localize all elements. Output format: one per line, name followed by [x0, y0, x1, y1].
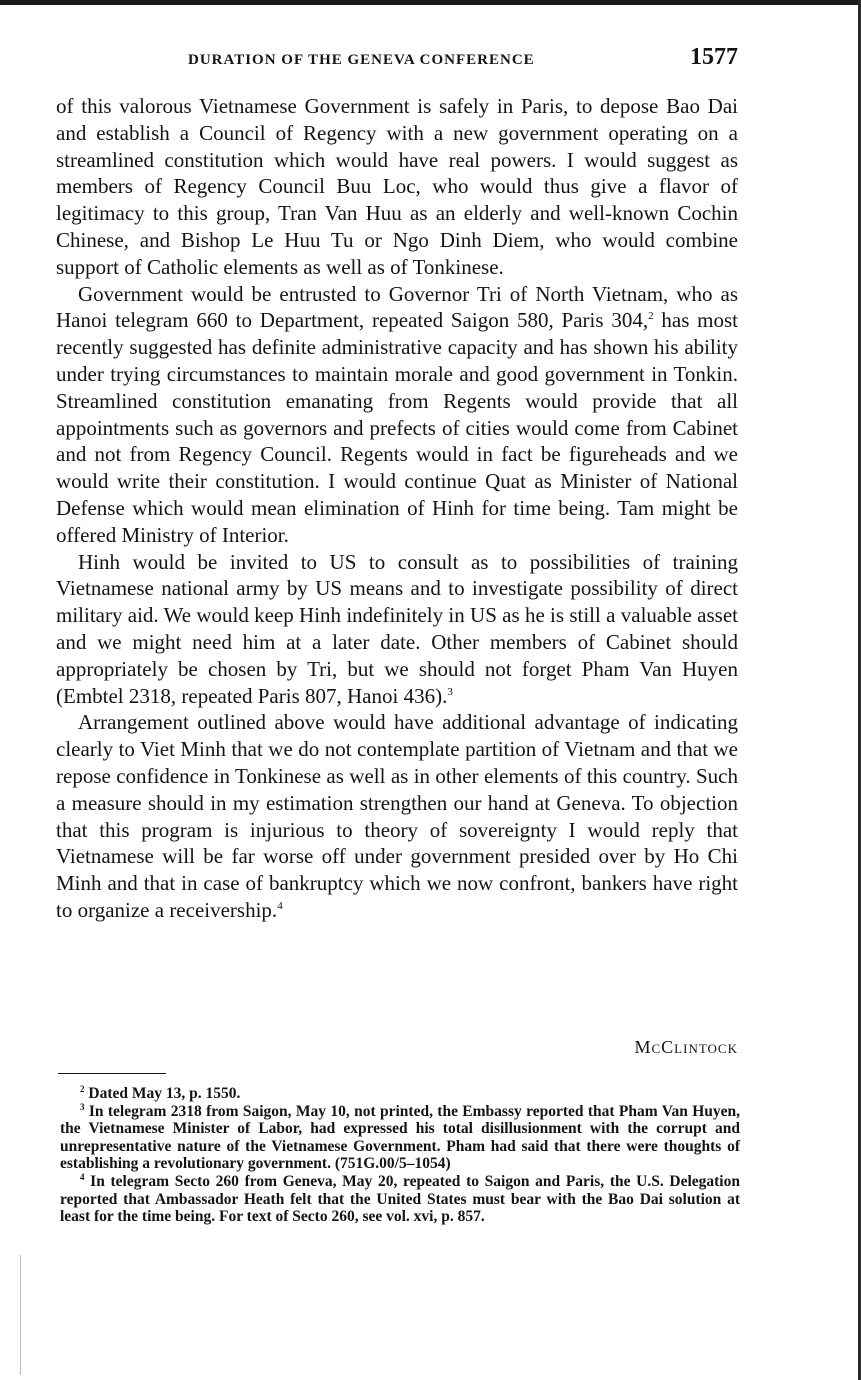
scan-top-border [0, 0, 861, 5]
footnote-2 [60, 1085, 740, 1103]
footnote-ref-2: 2 [648, 310, 654, 323]
running-head: DURATION OF THE GENEVA CONFERENCE [188, 52, 535, 68]
page-number: 1577 [690, 44, 738, 70]
paragraph-1 [56, 93, 738, 281]
body-text [56, 93, 738, 924]
footnote-3 [60, 1103, 740, 1173]
footnote-ref-4: 4 [277, 899, 283, 912]
paragraph-2 [56, 281, 738, 549]
footnote-rule [58, 1073, 166, 1074]
footnote-4 [60, 1173, 740, 1226]
footnotes [60, 1085, 740, 1226]
footnote-mark-2: 2 [80, 1083, 85, 1094]
footnote-3-text: In telegram 2318 from Saigon, May 10, not printed, the Embassy reported that Pham Van Huyen, the Vietnamese Minister of Labor, had expressed his total disillusionment with the corrupt and unrepresentative nature of the Vietnamese Government. Pham had said that there were thoughts of establishing a revolutionary government. (751G.00/5–1054) [60, 1102, 740, 1173]
paragraph-4-text: Arrangement outlined above would have additional advantage of indicating clearly to Viet Minh that we do not contemplate partition of Vietnam and that we repose confidence in Tonkinese as well as in other elements of this country. Such a measure should in my estimation strengthen our hand at Geneva. To objection that this program is injurious to theory of sovereignty I would reply that Vietnamese will be far worse off under government presided over by Ho Chi Minh and that in case of bankruptcy which we now confront, bankers have right to organize a receivership. [56, 710, 738, 922]
signature: McClintock [634, 1037, 738, 1057]
footnote-mark-3: 3 [80, 1101, 85, 1112]
page-header [56, 44, 738, 78]
footnote-ref-3: 3 [447, 685, 453, 698]
footnote-2-text: Dated May 13, p. 1550. [84, 1085, 241, 1102]
paragraph-1-text: of this valorous Vietnamese Government is safely in Paris, to depose Bao Dai and establish a Council of Regency with a new government operating on a streamlined constitution which would have real powers. I would suggest as members of Regency Council Buu Loc, who would thus give a flavor of legitimacy to this group, Tran Van Huu as an elderly and well-known Cochin Chinese, and Bishop Le Huu Tu or Ngo Dinh Diem, who would combine support of Catholic elements as well as of Tonkinese. [56, 94, 738, 279]
paragraph-2-text-b: has most recently suggested has definite administrative capacity and has shown his ability under trying circumstances to maintain morale and good government in Tonkin. Streamlined constitution emanating from Regents would provide that all appointments such as governors and prefects of cities would come from Cabinet and not from Regency Council. Regents would in fact be figureheads and we would write their constitution. I would continue Quat as Minister of National Defense which would mean elimination of Hinh for time being. Tam might be offered Ministry of Interior. [56, 308, 738, 547]
footnote-4-text: In telegram Secto 260 from Geneva, May 20, repeated to Saigon and Paris, the U.S. Delegation reported that Ambassador Heath felt that the United States must bear with the Bao Dai solution at least for the time being. For text of Secto 260, see vol. xvi, p. 857. [60, 1172, 740, 1226]
paragraph-2-text-a: Government would be entrusted to Governor Tri of North Vietnam, who as Hanoi telegram 660 to Department, repeated Saigon 580, Paris 304, [56, 281, 738, 333]
paragraph-4 [56, 709, 738, 923]
paragraph-3-text: Hinh would be invited to US to consult as to possibilities of training Vietnamese national army by US means and to investigate possibility of direct military aid. We would keep Hinh indefinitely in US as he is still a valuable asset and we might need him at a later date. Other members of Cabinet should appropriately be chosen by Tri, but we should not forget Pham Van Huyen (Embtel 2318, repeated Paris 807, Hanoi 436). [56, 549, 738, 708]
paragraph-3 [56, 549, 738, 710]
footnote-mark-4: 4 [80, 1171, 85, 1182]
scan-left-edge [20, 1255, 21, 1375]
